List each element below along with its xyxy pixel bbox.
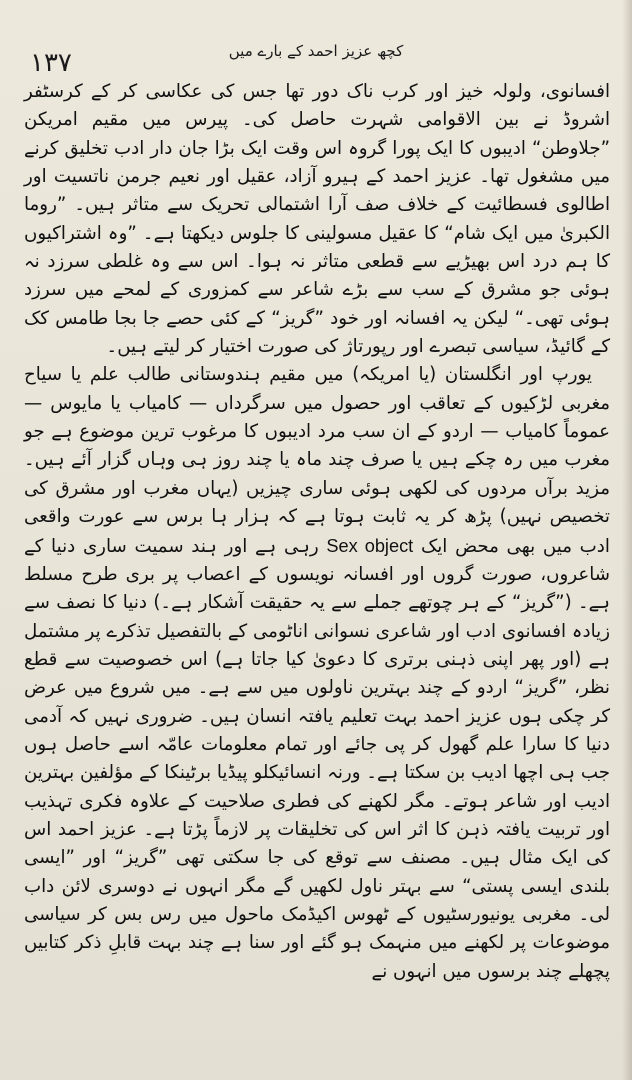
running-header: کچھ عزیز احمد کے بارے میں <box>228 42 404 60</box>
paragraph-1 <box>24 78 610 361</box>
page-edge-shadow <box>622 0 632 1080</box>
paragraph-2-text-after: رہی ہے اور ہند سمیت ساری دنیا کے شاعروں، صورت گروں اور افسانہ نویسوں کے اعصاب پر بری طرح مسلط ہے۔ (”گریز“ کے ہر چوتھے جملے سے یہ حقیقت آشکار ہے۔) دنیا کا نصف سے زیادہ افسانوی ادب اور شاعری نسوانی اناٹومی کے بالتفصیل تذکرے پر مشتمل ہے (اور پھر اپنی ذہنی برتری کا دعویٰ کیا جاتا ہے) اس خصوصیت سے قطع نظر، ”گریز“ اردو کے چند بہترین ناولوں میں سے ہے۔ میں شروع میں عرض کر چکی ہوں عزیز احمد بہت تعلیم یافتہ انسان ہیں۔ ضروری نہیں کہ آدمی دنیا کا سارا علم گھول کر پی جائے اور تمام معلومات عامّہ اسے حاصل ہوں جب ہی اچھا ادیب بن سکتا ہے۔ ورنہ انسائیکلو پیڈیا برٹینکا کے مؤلفین بہترین ادیب اور شاعر ہوتے۔ مگر لکھنے کی فطری صلاحیت کے علاوہ فکری تہذیب اور تربیت یافتہ ذہن کا اثر اس کی تخلیقات پر لازماً پڑتا ہے۔ عزیز احمد اس کی ایک مثال ہیں۔ مصنف سے توقع کی جا سکتی تھی ”گریز“ اور ”ایسی بلندی ایسی پستی“ سے بہتر ناول لکھیں گے مگر انہوں نے دوسری لائن داب لی۔ مغربی یونیورسٹیوں کے ٹھوس اکیڈمک ماحول میں رس بس کر سیاسی موضوعات پر لکھنے میں منہمک ہو گئے اور سنا ہے چند بہت قابلِ ذکر کتابیں پچھلے چند برسوں میں انہوں نے <box>24 535 610 982</box>
paragraph-1-text: افسانوی، ولولہ خیز اور کرب ناک دور تھا جس کی عکاسی کر کے کرسٹفر اشروڈ نے بین الاقوامی شہرت حاصل کی۔ پیرس میں مقیم امریکن ”جلاوطن“ ادیبوں کا ایک پورا گروہ اس وقت ایک بڑا جان دار ادب تخلیق کرنے میں مشغول تھا۔ عزیز احمد کے ہیرو آزاد، عقیل اور نعیم جرمن ناتسیت اور اطالوی فسطائیت کے خلاف صف آرا اشتمالی تحریک سے متاثر ہیں۔ ”روما الکبریٰ میں ایک شام“ کا عقیل مسولینی کا جلوس دیکھتا ہے۔ ”وہ اشتراکیوں کا ہم درد اس بھیڑیے سے قطعی متاثر نہ ہوا۔ اس سے وہ غلطی سرزد نہ ہوئی جو مشرق کے سب سے بڑے شاعر سے کمزوری کے لمحے میں سرزد ہوئی تھی۔“ لیکن یہ افسانہ اور خود ”گریز“ کے کئی حصے جا بجا طامس کک کے گائیڈ، سیاسی تبصرے اور رپورتاژ کی صورت اختیار کر لیتے ہیں۔ <box>24 81 610 358</box>
paragraph-2-text-before: یورپ اور انگلستان (یا امریکہ) میں مقیم ہندوستانی طالب علم یا سیاح مغربی لڑکیوں کے تعاقب اور حصول میں سرگرداں — کامیاب یا مایوس — عموماً کامیاب — اردو کے ان سب مرد ادیبوں کا مرغوب ترین موضوع ہے جو مغرب میں رہ چکے ہیں یا صرف چند ماہ یا چند روز ہی وہاں گزار آئے ہیں۔ مزید برآں مردوں کی لکھی ہوئی ساری چیزیں (یہاں مغرب اور مشرق کی تخصیص نہیں) پڑھ کر یہ ثابت ہوتا ہے کہ ہزار ہا برس سے عورت واقعی ادب میں بھی محض ایک <box>24 364 610 557</box>
paragraph-2 <box>24 361 610 986</box>
paragraph-2-latin-term: Sex object <box>326 535 414 556</box>
body-text <box>24 78 610 986</box>
page-number: ۱۳۷ <box>30 48 72 78</box>
